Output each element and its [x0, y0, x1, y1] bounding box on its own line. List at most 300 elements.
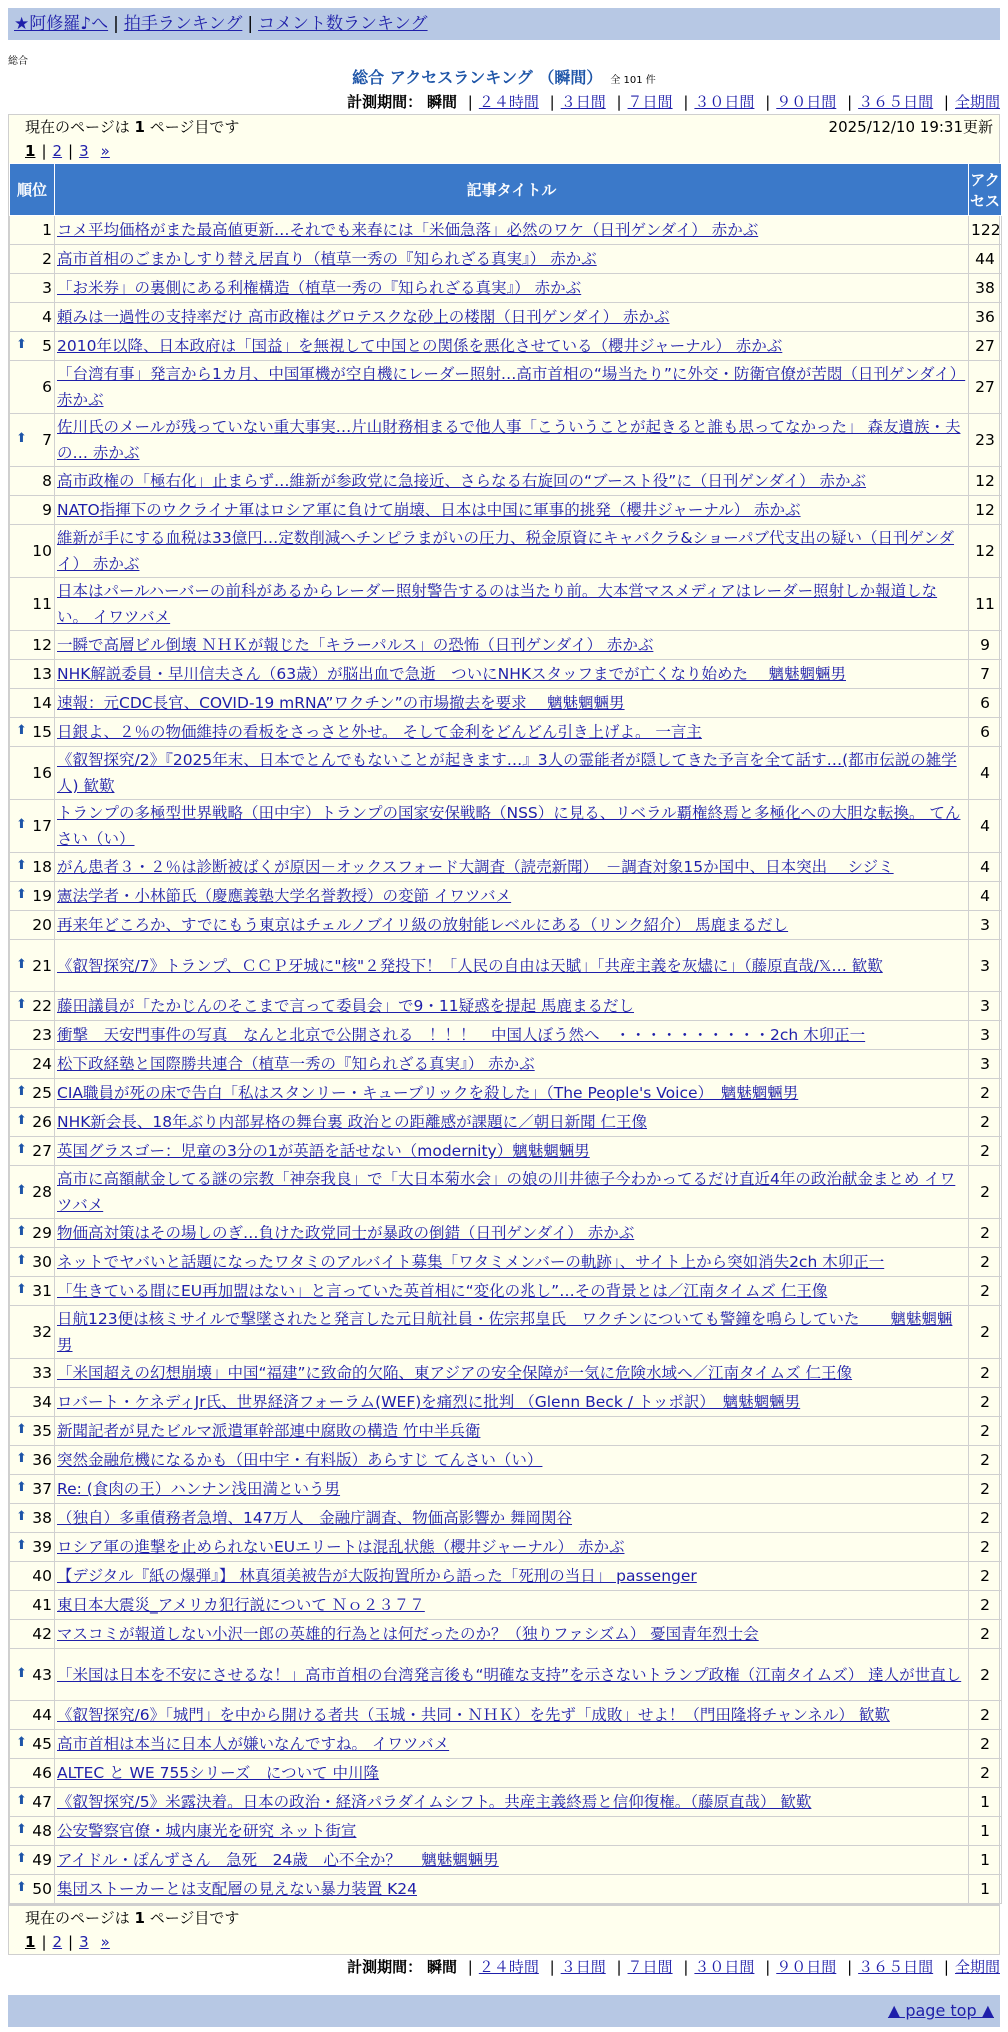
title-cell: [55, 414, 969, 467]
rank-number: 43: [32, 1665, 52, 1684]
title-cell: [55, 1504, 969, 1533]
table-row: [10, 1108, 1002, 1137]
article-title-link[interactable]: ALTEC と WE 755シリーズ について 中川隆: [57, 1764, 380, 1782]
article-title-link[interactable]: ロシア軍の進撃を止められないEUエリートは混乱状態（櫻井ジャーナル） 赤かぶ: [57, 1538, 625, 1556]
rank-number: 23: [32, 1026, 52, 1044]
up-arrow-icon: ⬆: [16, 1735, 27, 1750]
up-arrow-icon: ⬆: [16, 337, 27, 352]
article-title-link[interactable]: 物価高対策はその場しのぎ…負けた政党同士が暴政の倒錯（日刊ゲンダイ） 赤かぶ: [57, 1224, 635, 1242]
period-link-all[interactable]: 全期間: [954, 1958, 1000, 1976]
rank-cell: [10, 1875, 55, 1904]
access-count: 2: [969, 1649, 1002, 1701]
access-count: 27: [969, 361, 1002, 414]
rank-number: 50: [32, 1880, 52, 1898]
title-cell: [55, 496, 969, 525]
title-cell: [55, 1306, 969, 1359]
table-row: [10, 1050, 1002, 1079]
rank-number: 6: [42, 378, 52, 396]
up-arrow-icon: ⬆: [16, 1253, 27, 1268]
ranking-table: [9, 163, 1002, 1904]
rank-cell: [10, 1846, 55, 1875]
article-title-link[interactable]: 2010年以降、日本政府は「国益」を無視して中国との関係を悪化させている（櫻井ジャーナル） 赤かぶ: [57, 337, 783, 355]
title-cell: [55, 1875, 969, 1904]
up-arrow-icon: ⬆: [16, 1480, 27, 1495]
pagination-top: 1 | 2 | 3 »: [25, 142, 110, 160]
title-cell: [55, 1108, 969, 1137]
table-row: [10, 414, 1002, 467]
title-cell: [55, 1817, 969, 1846]
table-row: [10, 1306, 1002, 1359]
col-header-rank: 順位: [10, 164, 55, 216]
rank-cell: [10, 992, 55, 1021]
rank-number: 25: [32, 1084, 52, 1102]
table-row: [10, 1417, 1002, 1446]
up-arrow-icon: ⬆: [16, 1422, 27, 1437]
rank-number: 22: [32, 997, 52, 1015]
rank-cell: [10, 853, 55, 882]
rank-number: 12: [32, 636, 52, 654]
article-title-link[interactable]: 新聞記者が見たビルマ派遣軍幹部連中腐敗の構造 竹中半兵衛: [57, 1422, 481, 1440]
title-cell: [55, 1846, 969, 1875]
table-row: [10, 274, 1002, 303]
rank-cell: [10, 1417, 55, 1446]
rank-number: 49: [32, 1851, 52, 1869]
up-arrow-icon: ⬆: [16, 431, 27, 446]
title-cell: [55, 1137, 969, 1166]
access-count: 2: [969, 1108, 1002, 1137]
up-arrow-icon: ⬆: [16, 1183, 27, 1198]
article-title-link[interactable]: アイドル・ぽんずさん 急死 24歳 心不全か？ 魑魅魍魎男: [57, 1851, 499, 1869]
page-link-next[interactable]: »: [100, 142, 110, 160]
rank-cell: [10, 1591, 55, 1620]
article-title-link[interactable]: 「お米券」の裏側にある利権構造（植草一秀の『知られざる真実』） 赤かぶ: [57, 279, 582, 297]
title-cell: [55, 1591, 969, 1620]
table-row: [10, 1846, 1002, 1875]
up-arrow-icon: ⬆: [16, 1822, 27, 1837]
article-title-link[interactable]: 突然金融危機になるかも（田中宇・有料版）あらすじ てんさい（い）: [57, 1451, 543, 1469]
rank-cell: [10, 660, 55, 689]
ranking-panel-bottom: [8, 1905, 1000, 1955]
table-row: [10, 216, 1002, 245]
table-row: [10, 992, 1002, 1021]
rank-number: 20: [32, 916, 52, 934]
rank-number: 26: [32, 1113, 52, 1131]
article-title-link[interactable]: 佐川氏のメールが残っていない重大事実…片山財務相まるで他人事「こういうことが起きると誰も思ってなかった」 森友遺族・夫の… 赤かぶ: [57, 418, 961, 462]
access-count: 4: [969, 853, 1002, 882]
title-cell: [55, 578, 969, 631]
access-count: 3: [969, 1021, 1002, 1050]
article-title-link[interactable]: トランプの多極型世界戦略（田中宇）トランプの国家安保戦略（NSS）に見る、リベラル覇権終焉と多極化への大胆な転換。 てんさい（い）: [57, 804, 961, 848]
article-title-link[interactable]: がん患者３・２％は診断被ばくが原因－オックスフォード大調査（読売新聞） －調査対象15か国中、日本突出 シジミ: [57, 858, 894, 876]
rank-number: 1: [42, 221, 52, 239]
period-link-24h[interactable]: ２４時間: [478, 1958, 539, 1976]
table-row: [10, 1079, 1002, 1108]
table-row: [10, 1475, 1002, 1504]
article-title-link[interactable]: 英国グラスゴー：児童の3分の1が英語を話せない（modernity）魑魅魍魎男: [57, 1142, 590, 1160]
article-title-link[interactable]: 《叡智探究/2》『2025年末、日本でとんでもないことが起きます…』3人の霊能者が隠してきた予言を全て話す…(都市伝説の雑学人) 歓歎: [57, 751, 957, 795]
page-info-bottom: 現在のページは 1 ページ目です: [25, 1909, 240, 1927]
access-count: 122: [969, 216, 1002, 245]
table-row: [10, 496, 1002, 525]
title-cell: [55, 525, 969, 578]
rank-number: 28: [32, 1183, 52, 1201]
article-title-link[interactable]: NATO指揮下のウクライナ軍はロシア軍に負けて崩壊、日本は中国に軍事的挑発（櫻井ジャーナル） 赤かぶ: [57, 501, 801, 519]
article-title-link[interactable]: 「米国は日本を不安にさせるな！」高市首相の台湾発言後も“明確な支持”を示さないトランプ政権（江南タイムズ） 達人が世直し: [57, 1665, 962, 1684]
rank-number: 29: [32, 1224, 52, 1242]
page-current: 1: [25, 1933, 36, 1951]
title-cell: [55, 1701, 969, 1730]
up-arrow-icon: ⬆: [16, 817, 27, 832]
access-count: 3: [969, 940, 1002, 992]
title-cell: [55, 1562, 969, 1591]
page-title: 総合 アクセスランキング （瞬間）: [352, 68, 603, 87]
access-count: 6: [969, 689, 1002, 718]
page-current: 1: [25, 142, 36, 160]
article-title-link[interactable]: 憲法学者・小林節氏（慶應義塾大学名誉教授）の変節 イワツバメ: [57, 887, 512, 905]
article-title-link[interactable]: 「台湾有事」発言から1カ月、中国軍機が空自機にレーダー照射…高市首相の“場当たり”に外交・防衛官僚が苦悶（日刊ゲンダイ） 赤かぶ: [57, 365, 966, 409]
updated-timestamp: 2025/12/10 19:31更新: [828, 118, 993, 136]
up-arrow-icon: ⬆: [16, 1113, 27, 1128]
rank-number: 48: [32, 1822, 52, 1840]
title-cell: [55, 1649, 969, 1701]
table-row: [10, 578, 1002, 631]
page-link-2[interactable]: 2: [52, 142, 63, 160]
article-title-link[interactable]: 高市政権の「極右化」止まらず…維新が参政党に急接近、さらなる右旋回の“ブースト役”に（日刊ゲンダイ） 赤かぶ: [57, 472, 867, 490]
title-cell: [55, 1219, 969, 1248]
access-count: 2: [969, 1759, 1002, 1788]
article-title-link[interactable]: 頼みは一過性の支持率だけ 高市政権はグロテスクな砂上の楼閣（日刊ゲンダイ） 赤かぶ: [57, 308, 670, 326]
table-row: [10, 1446, 1002, 1475]
article-title-link[interactable]: 衝撃 天安門事件の写真 なんと北京で公開される ！！！ 中国人ぼう然へ ・・・・・・・・・・2ch 木卯正一: [57, 1026, 866, 1044]
rank-number: 42: [32, 1625, 52, 1643]
period-link-7d[interactable]: ７日間: [627, 93, 673, 111]
table-row: [10, 1137, 1002, 1166]
period-current: 瞬間: [426, 93, 457, 111]
article-title-link[interactable]: 高市首相は本当に日本人が嫌いなんですね。 イワツバメ: [57, 1735, 450, 1753]
article-title-link[interactable]: 速報：元CDC長官、COVID-19 mRNA”ワクチン”の市場撤去を要求 魑魅魍魎男: [57, 694, 625, 712]
title-cell: [55, 718, 969, 747]
period-link-365d[interactable]: ３６５日間: [858, 1958, 934, 1976]
title-cell: [55, 1079, 969, 1108]
period-link-24h[interactable]: ２４時間: [478, 93, 539, 111]
access-count: 4: [969, 800, 1002, 853]
rank-number: 11: [32, 595, 52, 613]
title-cell: [55, 660, 969, 689]
table-row: [10, 689, 1002, 718]
article-title-link[interactable]: 維新が手にする血税は33億円…定数削減へチンピラまがいの圧力、税金原資にキャバクラ&ショーパブ代支出の疑い（日刊ゲンダイ） 赤かぶ: [57, 529, 955, 573]
article-title-link[interactable]: 一瞬で高層ビル倒壊 ＮＨＫが報じた「キラーパルス」の恐怖（日刊ゲンダイ） 赤かぶ: [57, 636, 654, 654]
col-header-access: アクセス: [969, 164, 1002, 216]
table-row: [10, 303, 1002, 332]
article-title-link[interactable]: 集団ストーカーとは支配層の見えない暴力装置 K24: [57, 1880, 418, 1898]
table-row: [10, 1701, 1002, 1730]
rank-number: 46: [32, 1764, 52, 1782]
article-title-link[interactable]: ロバート・ケネディJr氏、世界経済フォーラム(WEF)を痛烈に批判 （Glenn Beck / トッポ訳） 魑魅魍魎男: [57, 1393, 801, 1411]
rank-cell: [10, 718, 55, 747]
article-title-link[interactable]: 「生きている間にEU再加盟はない」と言っていた英首相に“変化の兆し”…その背景とは／江南タイムズ 仁王像: [57, 1282, 828, 1300]
access-count: 2: [969, 1359, 1002, 1388]
title-cell: [55, 882, 969, 911]
period-link-all[interactable]: 全期間: [954, 93, 1000, 111]
rank-cell: [10, 361, 55, 414]
title-cell: [55, 1759, 969, 1788]
access-count: 3: [969, 911, 1002, 940]
table-row: [10, 1730, 1002, 1759]
access-count: 2: [969, 1533, 1002, 1562]
table-row: [10, 1875, 1002, 1904]
title-cell: [55, 1730, 969, 1759]
total-count: 全 101 件: [610, 75, 656, 86]
rank-cell: [10, 1219, 55, 1248]
rank-cell: [10, 689, 55, 718]
title-cell: [55, 1248, 969, 1277]
table-row: [10, 1388, 1002, 1417]
page-link-3[interactable]: 3: [79, 1933, 89, 1951]
access-count: 6: [969, 718, 1002, 747]
nav-link-comment-ranking[interactable]: コメント数ランキング: [258, 14, 428, 34]
article-title-link[interactable]: マスコミが報道しない小沢一郎の英雄的行為とは何だったのか？（独りファシズム） 憂国青年烈士会: [57, 1625, 759, 1643]
up-arrow-icon: ⬆: [16, 1880, 27, 1895]
page-top-link[interactable]: ▲ page top ▲: [887, 2001, 994, 2020]
rank-cell: [10, 1108, 55, 1137]
period-link-3d[interactable]: ３日間: [560, 93, 606, 111]
access-count: 27: [969, 332, 1002, 361]
up-arrow-icon: ⬆: [16, 723, 27, 738]
access-count: 2: [969, 1388, 1002, 1417]
title-cell: [55, 631, 969, 660]
rank-cell: [10, 1021, 55, 1050]
title-cell: [55, 992, 969, 1021]
article-title-link[interactable]: 藤田議員が「たかじんのそこまで言って委員会」で9・11疑惑を提起 馬鹿まるだし: [57, 997, 635, 1015]
access-count: 44: [969, 245, 1002, 274]
rank-cell: [10, 1759, 55, 1788]
table-row: [10, 1562, 1002, 1591]
rank-number: 38: [32, 1509, 52, 1527]
up-arrow-icon: ⬆: [16, 1793, 27, 1808]
period-selector-top: 計測期間： 瞬間 | ２４時間 | ３日間 | ７日間 | ３０日間 | ９０日間 | ３６５日間 | 全期間: [347, 93, 1000, 111]
access-count: 2: [969, 1137, 1002, 1166]
title-cell: [55, 1417, 969, 1446]
rank-number: 3: [42, 279, 52, 297]
article-title-link[interactable]: （独自）多重債務者急増、147万人 金融庁調査、物価高影響か 舞岡関谷: [57, 1509, 573, 1527]
access-count: 11: [969, 578, 1002, 631]
access-count: 4: [969, 882, 1002, 911]
rank-cell: [10, 467, 55, 496]
access-count: 12: [969, 467, 1002, 496]
article-title-link[interactable]: 再来年どころか、すでにもう東京はチェルノブイリ級の放射能レベルにある（リンク紹介） 馬鹿まるだし: [57, 916, 789, 934]
rank-cell: [10, 274, 55, 303]
access-count: 2: [969, 1562, 1002, 1591]
table-row: [10, 1359, 1002, 1388]
rank-cell: [10, 1504, 55, 1533]
table-row: [10, 1649, 1002, 1701]
article-title-link[interactable]: 「米国超えの幻想崩壊」中国“福建”に致命的欠陥、東アジアの安全保障が一気に危険水域へ／江南タイムズ 仁王像: [57, 1364, 853, 1382]
article-title-link[interactable]: CIA職員が死の床で告白「私はスタンリー・キューブリックを殺した」（The People's Voice） 魑魅魍魎男: [57, 1084, 799, 1102]
access-count: 1: [969, 1875, 1002, 1904]
page-link-2[interactable]: 2: [52, 1933, 63, 1951]
rank-cell: [10, 631, 55, 660]
access-count: 12: [969, 525, 1002, 578]
article-title-link[interactable]: 高市首相のごまかしすり替え居直り（植草一秀の『知られざる真実』） 赤かぶ: [57, 250, 597, 268]
pagination-bottom: 1 | 2 | 3 »: [25, 1933, 110, 1951]
period-link-30d[interactable]: ３０日間: [694, 1958, 755, 1976]
rank-number: 8: [42, 472, 52, 490]
rank-cell: [10, 245, 55, 274]
up-arrow-icon: ⬆: [16, 1538, 27, 1553]
up-arrow-icon: ⬆: [16, 997, 27, 1012]
table-row: [10, 747, 1002, 800]
table-row: [10, 245, 1002, 274]
up-arrow-icon: ⬆: [16, 956, 27, 972]
rank-number: 7: [42, 431, 52, 449]
access-count: 4: [969, 747, 1002, 800]
access-count: 2: [969, 1219, 1002, 1248]
access-count: 2: [969, 1591, 1002, 1620]
title-cell: [55, 361, 969, 414]
title-cell: [55, 689, 969, 718]
rank-cell: [10, 1649, 55, 1701]
article-title-link[interactable]: 日本はパールハーバーの前科があるからレーダー照射警告するのは当たり前。大本営マスメディアはレーダー照射しか報道しない。 イワツバメ: [57, 582, 938, 626]
period-link-3d[interactable]: ３日間: [560, 1958, 606, 1976]
rank-number: 35: [32, 1422, 52, 1440]
access-count: 2: [969, 1620, 1002, 1649]
rank-number: 15: [32, 723, 52, 741]
up-arrow-icon: ⬆: [16, 1665, 27, 1681]
title-cell: [55, 1446, 969, 1475]
rank-cell: [10, 747, 55, 800]
page-info: 現在のページは 1 ページ目です 2025/12/10 19:31更新: [9, 115, 999, 139]
table-row: [10, 1788, 1002, 1817]
access-count: 38: [969, 274, 1002, 303]
rank-number: 21: [32, 956, 52, 975]
access-count: 1: [969, 1788, 1002, 1817]
rank-number: 40: [32, 1567, 52, 1585]
title-cell: [55, 1620, 969, 1649]
rank-number: 27: [32, 1142, 52, 1160]
article-title-link[interactable]: 東日本大震災_アメリカ犯行説について Ｎｏ２３７７: [57, 1596, 425, 1614]
article-title-link[interactable]: コメ平均価格がまた最高値更新…それでも来春には「米価急落」必然のワケ（日刊ゲンダイ） 赤かぶ: [57, 221, 759, 239]
table-row: [10, 467, 1002, 496]
up-arrow-icon: ⬆: [16, 1142, 27, 1157]
title-cell: [55, 853, 969, 882]
table-row: [10, 1533, 1002, 1562]
up-arrow-icon: ⬆: [16, 1451, 27, 1466]
access-count: 1: [969, 1846, 1002, 1875]
rank-number: 34: [32, 1393, 52, 1411]
rank-cell: [10, 1701, 55, 1730]
title-cell: [55, 940, 969, 992]
table-row: [10, 940, 1002, 992]
table-row: [10, 525, 1002, 578]
title-cell: [55, 1533, 969, 1562]
article-title-link[interactable]: 日航123便は核ミサイルで撃墜されたと発言した元日航社員・佐宗邦皇氏 ワクチンについても警鐘を鳴らしていた 魑魅魍魎男: [57, 1310, 953, 1354]
article-title-link[interactable]: 《叡智探究/5》米露決着。日本の政治・経済パラダイムシフト。共産主義終焉と信仰復権。（藤原直哉） 歓歎: [57, 1793, 812, 1811]
article-title-link[interactable]: 松下政経塾と国際勝共連合（植草一秀の『知られざる真実』） 赤かぶ: [57, 1055, 535, 1073]
period-link-90d[interactable]: ９０日間: [776, 93, 837, 111]
article-title-link[interactable]: 【デジタル『紙の爆弾』】 林真須美被告が大阪拘置所から語った「死刑の当日」 passenger: [57, 1567, 697, 1585]
up-arrow-icon: ⬆: [16, 1224, 27, 1239]
period-link-30d[interactable]: ３０日間: [694, 93, 755, 111]
nav-link-asyura[interactable]: ★阿修羅♪へ: [14, 14, 109, 34]
rank-number: 30: [32, 1253, 52, 1271]
period-link-90d[interactable]: ９０日間: [776, 1958, 837, 1976]
rank-cell: [10, 1248, 55, 1277]
access-count: 7: [969, 660, 1002, 689]
rank-cell: [10, 1166, 55, 1219]
access-count: 36: [969, 303, 1002, 332]
rank-cell: [10, 1730, 55, 1759]
period-current: 瞬間: [426, 1958, 457, 1976]
rank-cell: [10, 1562, 55, 1591]
title-cell: [55, 1050, 969, 1079]
access-count: 2: [969, 1417, 1002, 1446]
rank-number: 13: [32, 665, 52, 683]
period-link-365d[interactable]: ３６５日間: [858, 93, 934, 111]
rank-cell: [10, 882, 55, 911]
rank-cell: [10, 1788, 55, 1817]
rank-cell: [10, 1306, 55, 1359]
up-arrow-icon: ⬆: [16, 1084, 27, 1099]
rank-number: 44: [32, 1706, 52, 1724]
title-cell: [55, 1359, 969, 1388]
table-row: [10, 361, 1002, 414]
ranking-header: [8, 66, 1000, 90]
rank-number: 31: [32, 1282, 52, 1300]
title-cell: [55, 467, 969, 496]
access-count: 9: [969, 631, 1002, 660]
rank-number: 36: [32, 1451, 52, 1469]
article-title-link[interactable]: ネットでヤバいと話題になったワタミのアルバイト募集「ワタミメンバーの軌跡」、サイト上から突如消失2ch 木卯正一: [57, 1253, 885, 1271]
table-row: [10, 332, 1002, 361]
rank-cell: [10, 1620, 55, 1649]
article-title-link[interactable]: 高市に高額献金してる謎の宗教「神奈我良」で「大日本菊水会」の娘の川井徳子今わかってるだけ直近4年の政治献金まとめ イワツバメ: [57, 1170, 956, 1214]
table-row: [10, 882, 1002, 911]
article-title-link[interactable]: 公安警察官僚・城内康光を研究 ネット街宣: [57, 1822, 357, 1840]
access-count: 2: [969, 1475, 1002, 1504]
title-cell: [55, 800, 969, 853]
period-link-7d[interactable]: ７日間: [627, 1958, 673, 1976]
rank-number: 9: [42, 501, 52, 519]
article-title-link[interactable]: 日銀よ、２％の物価維持の看板をさっさと外せ。 そして金利をどんどん引き上げよ。 一言主: [57, 723, 702, 741]
article-title-link[interactable]: Re: (食肉の王）ハンナン浅田満という男: [57, 1480, 341, 1498]
table-row: [10, 1759, 1002, 1788]
nav-link-clap-ranking[interactable]: 拍手ランキング: [123, 14, 243, 34]
table-row: [10, 1817, 1002, 1846]
article-title-link[interactable]: NHK新会長、18年ぶり内部昇格の舞台裏 政治との距離感が課題に／朝日新聞 仁王像: [57, 1113, 647, 1131]
article-title-link[interactable]: 《叡智探究/7》トランプ、ＣＣＰ牙城に"核"２発投下！「人民の自由は天賦」「共産主義を灰燼に」（藤原直哉/𝕏… 歓歎: [57, 956, 883, 975]
table-row: [10, 718, 1002, 747]
rank-cell: [10, 940, 55, 992]
page-link-3[interactable]: 3: [79, 142, 89, 160]
title-cell: [55, 274, 969, 303]
page-link-next[interactable]: »: [100, 1933, 110, 1951]
article-title-link[interactable]: NHK解説委員・早川信夫さん（63歳）が脳出血で急逝 ついにNHKスタッフまでが亡くなり始めた 魑魅魍魎男: [57, 665, 846, 683]
rank-number: 10: [32, 542, 52, 560]
title-cell: [55, 1475, 969, 1504]
rank-number: 33: [32, 1364, 52, 1382]
rank-cell: [10, 1359, 55, 1388]
article-title-link[interactable]: 《叡智探究/6》「城門」を中から開ける者共（玉城・共同・ＮＨＫ）を先ず「成敗」せよ！（門田隆将チャンネル） 歓歎: [57, 1706, 890, 1724]
access-count: 23: [969, 414, 1002, 467]
rank-cell: [10, 1475, 55, 1504]
access-count: 1: [969, 1817, 1002, 1846]
table-row: [10, 1219, 1002, 1248]
rank-number: 39: [32, 1538, 52, 1556]
rank-number: 19: [32, 887, 52, 905]
access-count: 2: [969, 1446, 1002, 1475]
rank-cell: [10, 578, 55, 631]
rank-number: 41: [32, 1596, 52, 1614]
